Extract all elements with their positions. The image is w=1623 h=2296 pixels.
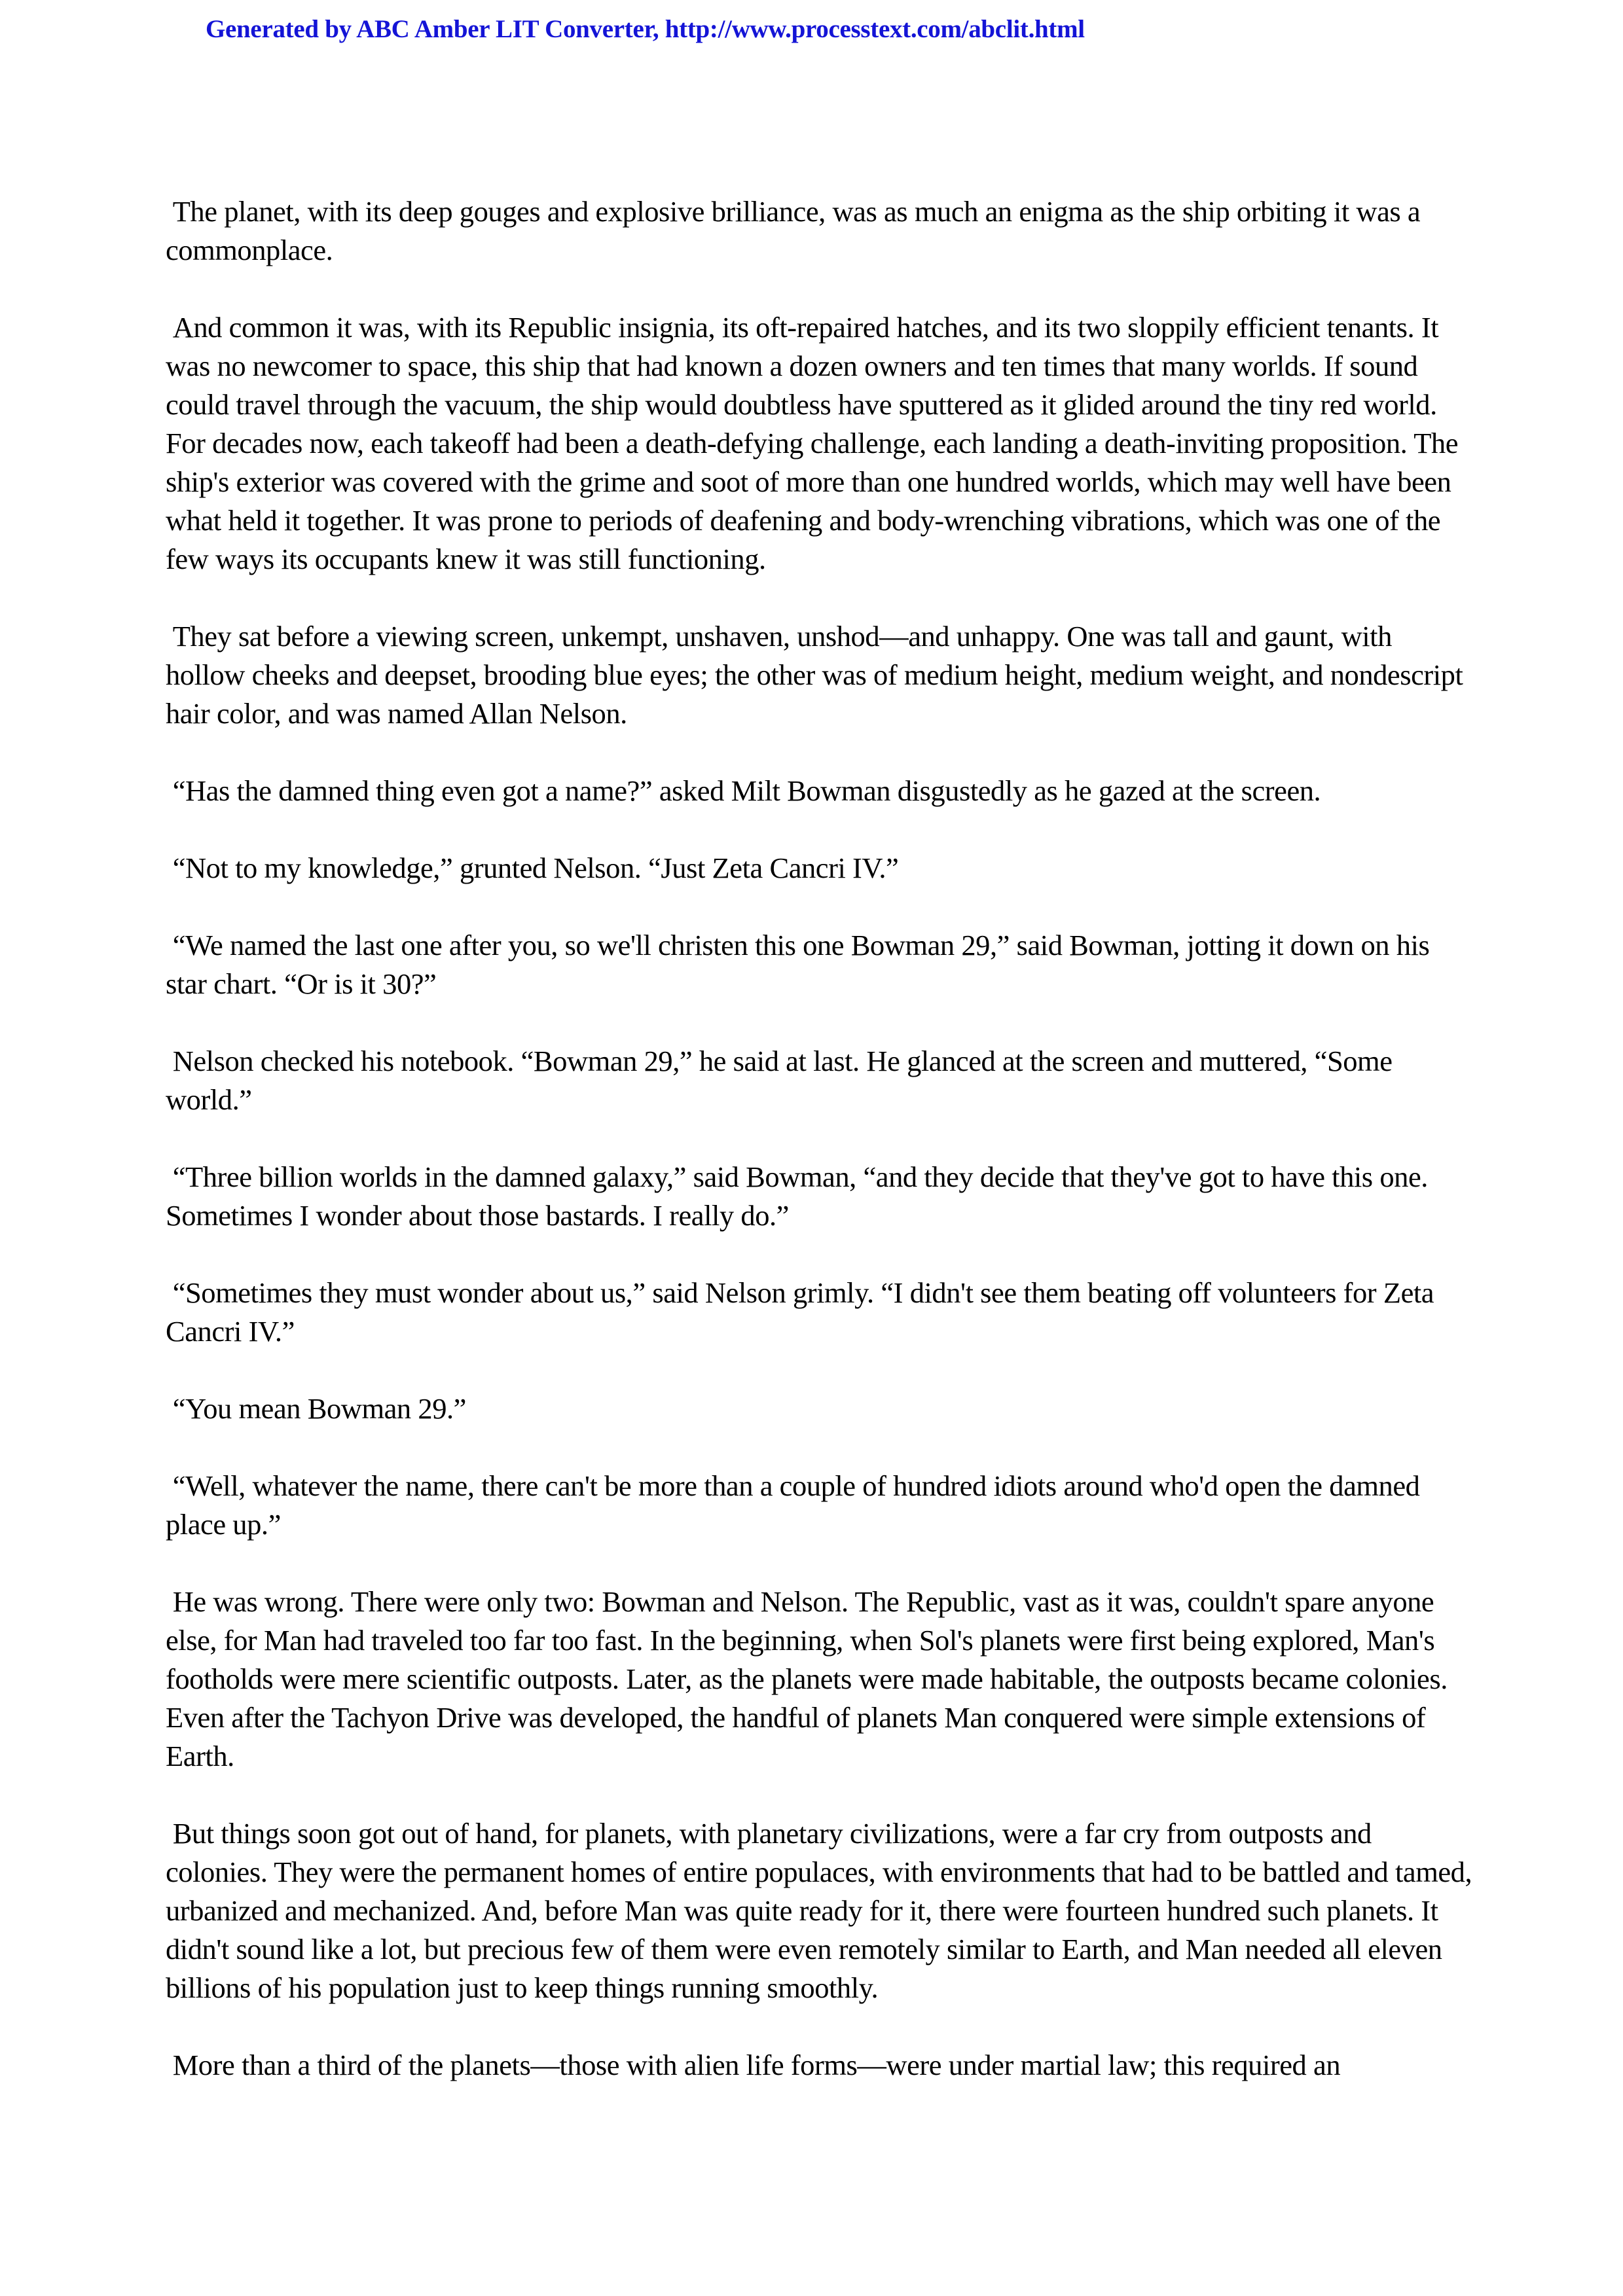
paragraph: “Well, whatever the name, there can't be more than a couple of hundred idiots around who'd open the damned place up.”: [166, 1469, 1427, 1541]
paragraph: “Not to my knowledge,” grunted Nelson. “Just Zeta Cancri IV.”: [166, 852, 899, 884]
paragraph: And common it was, with its Republic insignia, its oft-repaired hatches, and its two sloppily efficient tenants. It was no newcomer to space, this ship that had known a dozen owners and ten times that many worlds. If sound could travel through the vacuum, the ship would doubtless have sputtered as it glided around the tiny red world. For decades now, each takeoff had been a death-defying challenge, each landing a death-inviting proposition. The ship's exterior was covered with the grime and soot of more than one hundred worlds, which may well have been what held it together. It was prone to periods of deafening and body-wrenching vibrations, which was one of the few ways its occupants knew it was still functioning.: [166, 311, 1465, 575]
paragraph: Nelson checked his notebook. “Bowman 29,” he said at last. He glanced at the screen and muttered, “Some world.”: [166, 1045, 1400, 1116]
paragraph: More than a third of the planets—those with alien life forms—were under martial law; this required an: [166, 2049, 1341, 2081]
paragraph: They sat before a viewing screen, unkempt, unshaven, unshod—and unhappy. One was tall and gaunt, with hollow cheeks and deepset, brooding blue eyes; the other was of medium height, medium weight, and nondescript hair color, and was named Allan Nelson.: [166, 620, 1470, 730]
paragraph: The planet, with its deep gouges and explosive brilliance, was as much an enigma as the ship orbiting it was a commonplace.: [166, 195, 1427, 266]
paragraph: “Has the damned thing even got a name?” asked Milt Bowman disgustedly as he gazed at the screen.: [166, 774, 1321, 807]
paragraph: “Three billion worlds in the damned galaxy,” said Bowman, “and they decide that they've got to have this one. Sometimes I wonder about those bastards. I really do.”: [166, 1160, 1435, 1232]
paragraph: He was wrong. There were only two: Bowman and Nelson. The Republic, vast as it was, couldn't spare anyone else, for Man had traveled too far too fast. In the beginning, when Sol's planets were first being explored, Man's footholds were mere scientific outposts. Later, as the planets were made habitable, the outposts became colonies. Even after the Tachyon Drive was developed, the handful of planets Man conquered were simple extensions of Earth.: [166, 1585, 1455, 1772]
converter-header[interactable]: Generated by ABC Amber LIT Converter, http://www.processtext.com/abclit.html: [206, 15, 1085, 43]
paragraph: “We named the last one after you, so we'll christen this one Bowman 29,” said Bowman, jotting it down on his star chart. “Or is it 30?”: [166, 929, 1437, 1000]
paragraph: “You mean Bowman 29.”: [166, 1392, 466, 1425]
paragraph: But things soon got out of hand, for planets, with planetary civilizations, were a far cry from outposts and colonies. They were the permanent homes of entire populaces, with environments that had to be battled and tamed, urbanized and mechanized. And, before Man was quite ready for it, there were fourteen hundred such planets. It didn't sound like a lot, but precious few of them were even remotely similar to Earth, and Man needed all eleven billions of his population just to keep things running smoothly.: [166, 1817, 1479, 2004]
body-text: [166, 192, 1479, 2123]
paragraph: “Sometimes they must wonder about us,” said Nelson grimly. “I didn't see them beating off volunteers for Zeta Cancri IV.”: [166, 1276, 1441, 1348]
